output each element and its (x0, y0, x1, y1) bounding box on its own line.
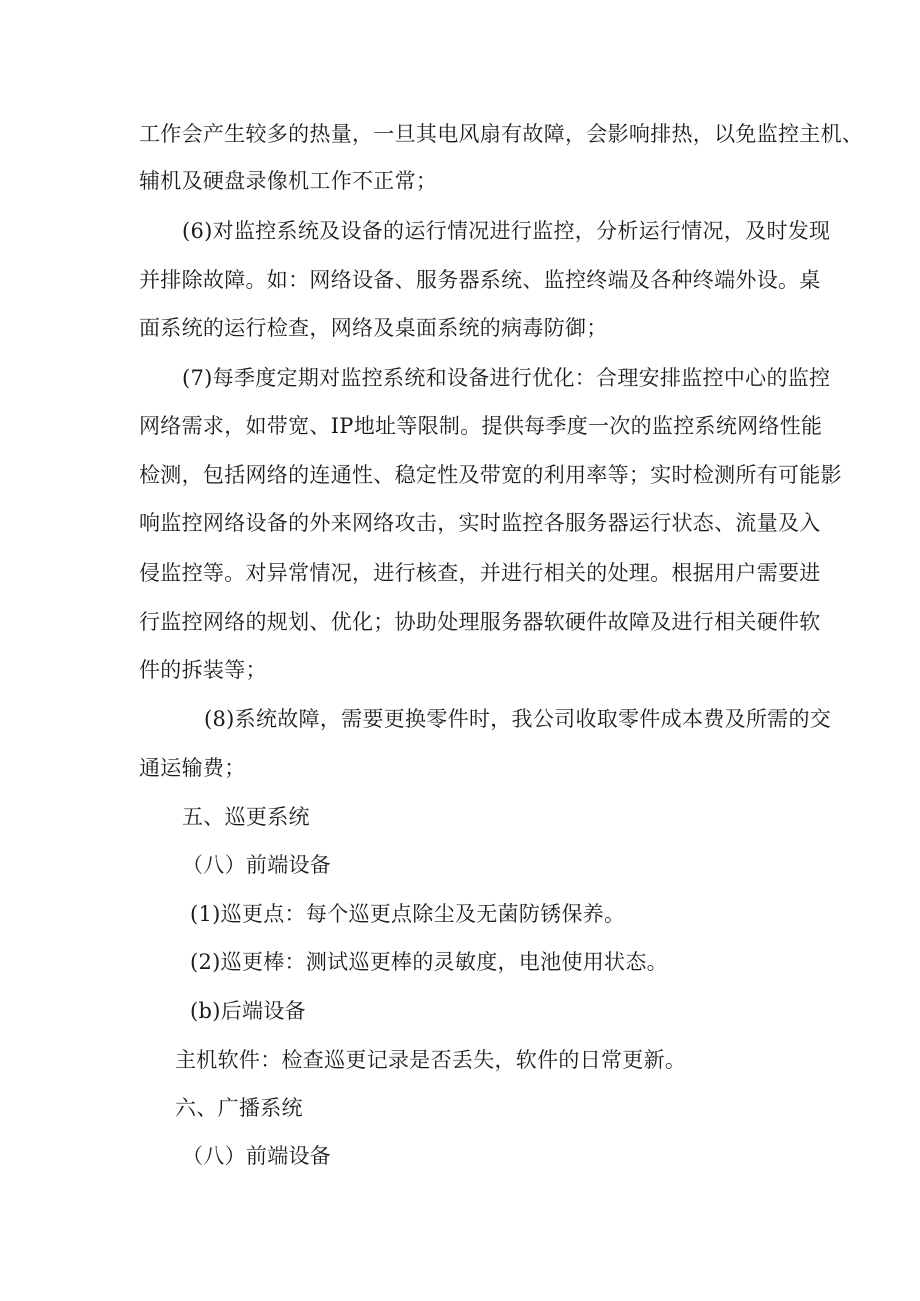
host-software-text: 主机软件：检查巡更记录是否丢失，软件的日常更新。 (175, 1048, 687, 1072)
section-heading-patrol: 五、巡更系统 (182, 805, 310, 829)
list-item-patrol-point: (1)巡更点：每个巡更点除尘及无菌防锈保养。 (190, 902, 626, 926)
text-line: 辅机及硬盘录像机工作不正常； (139, 169, 438, 193)
text-line: (8)系统故障，需要更换零件时，我公司收取零件成本费及所需的交 (204, 707, 832, 731)
subheading-front-equipment: （八）前端设备 (182, 853, 332, 877)
text-line: 面系统的运行检查，网络及桌面系统的病毒防御； (139, 316, 608, 340)
section-heading-broadcast: 六、广播系统 (175, 1096, 303, 1120)
text-line: 检测，包括网络的连通性、稳定性及带宽的利用率等；实时检测所有可能影 (139, 463, 842, 487)
text-line: (6)对监控系统及设备的运行情况进行监控，分析运行情况，及时发现 (182, 219, 831, 243)
text-line: 侵监控等。对异常情况，进行核查，并进行相关的处理。根据用户需要进 (139, 561, 821, 585)
subheading-back-equipment: (b)后端设备 (190, 999, 306, 1023)
list-item-patrol-stick: (2)巡更棒：测试巡更棒的灵敏度，电池使用状态。 (190, 950, 668, 974)
text-line: 响监控网络设备的外来网络攻击，实时监控各服务器运行状态、流量及入 (139, 511, 821, 535)
text-line: 件的拆装等； (139, 658, 267, 682)
text-line: 并排除故障。如：网络设备、服务器系统、监控终端及各种终端外设。桌 (139, 268, 821, 292)
text-line: 工作会产生较多的热量，一旦其电风扇有故障，会影响排热，以免监控主机、 (139, 122, 864, 146)
subheading-front-equipment: （八）前端设备 (182, 1144, 332, 1168)
text-line: 网络需求，如带宽、IP地址等限制。提供每季度一次的监控系统网络性能 (139, 414, 823, 438)
text-line: 行监控网络的规划、优化；协助处理服务器软硬件故障及进行相关硬件软 (139, 610, 821, 634)
text-line: (7)每季度定期对监控系统和设备进行优化：合理安排监控中心的监控 (182, 366, 831, 390)
text-line: 通运输费； (139, 756, 246, 780)
